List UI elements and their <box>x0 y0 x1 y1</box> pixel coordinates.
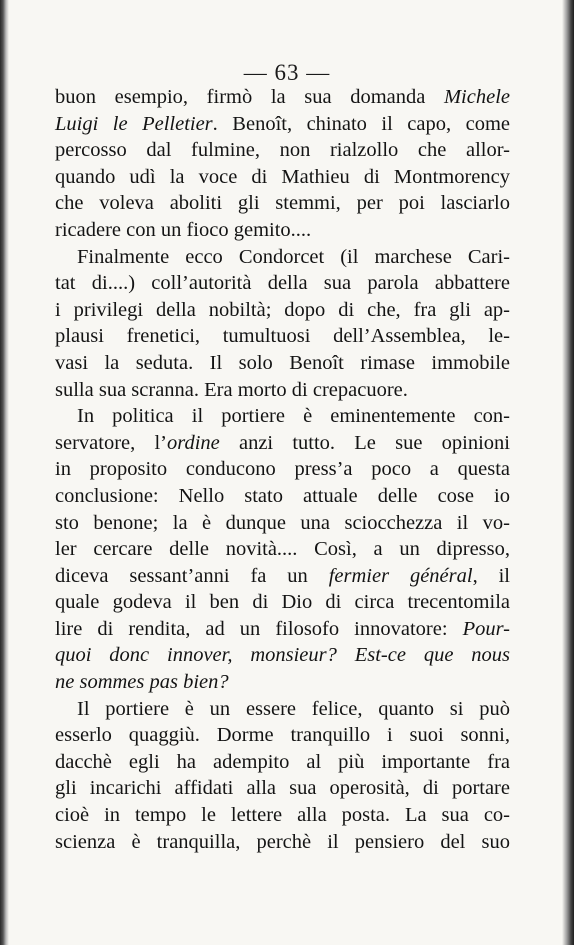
text-line: tat di....) coll’autorità della sua parola abbattere <box>55 272 510 295</box>
text-line: ricadere con un fioco gemito.... <box>55 218 312 241</box>
text-line: quoi donc innover, monsieur? Est-ce que nous <box>55 644 510 667</box>
text-line: quale godeva il ben di Dio di circa trecentomila <box>55 591 510 614</box>
text-line: quando udì la voce di Mathieu di Montmorency <box>55 165 510 188</box>
text-line: sto benone; la è dunque una sciocchezza il vo- <box>55 511 510 534</box>
body-text <box>55 84 510 855</box>
text-line: diceva sessant’anni fa un fermier général, il <box>55 564 510 587</box>
text-line: plausi frenetici, tumultuosi dell’Assemblea, le- <box>55 325 510 348</box>
text-line: buon esempio, firmò la sua domanda Michele <box>55 86 510 108</box>
text-line: ne sommes pas bien? <box>55 671 229 694</box>
text-line: dacchè egli ha adempito al più importante fra <box>55 750 510 773</box>
text-line: Finalmente ecco Condorcet (il marchese Cari- <box>77 245 510 268</box>
text-line: esserlo quaggiù. Dorme tranquillo i suoi sonni, <box>55 724 510 747</box>
text-line: servatore, l’ordine anzi tutto. Le sue opinioni <box>55 431 510 454</box>
text-line: In politica il portiere è eminentemente con- <box>77 405 510 428</box>
text-line: che voleva aboliti gli stemmi, per poi lasciarlo <box>55 192 510 215</box>
text-line: sulla sua scranna. Era morto di crepacuore. <box>55 378 408 401</box>
text-line: vasi la seduta. Il solo Benoît rimase immobile <box>55 351 510 374</box>
page-left-edge <box>0 0 9 945</box>
text-line: cioè in tempo le lettere alla posta. La sua co- <box>55 804 510 827</box>
text-line: i privilegi della nobiltà; dopo di che, fra gli ap- <box>55 298 510 321</box>
page-right-edge <box>562 0 574 945</box>
text-line: in proposito conducono press’a poco a questa <box>55 458 510 481</box>
text-line: Luigi le Pelletier. Benoît, chinato il capo, come <box>55 112 511 135</box>
text-line: ler cercare delle novità.... Così, a un dipresso, <box>55 538 510 561</box>
text-line: gli incarichi affidati alla sua operosità, di portare <box>55 777 510 800</box>
text-line: Il portiere è un essere felice, quanto si può <box>77 697 510 720</box>
page-number: — 63 — <box>243 60 331 85</box>
text-line: percosso dal fulmine, non rialzollo che allor- <box>55 139 510 162</box>
text-line: conclusione: Nello stato attuale delle cose io <box>55 484 510 507</box>
text-line: scienza è tranquilla, perchè il pensiero del suo <box>55 830 510 853</box>
text-line: lire di rendita, ad un filosofo innovatore: Pour- <box>55 617 510 640</box>
